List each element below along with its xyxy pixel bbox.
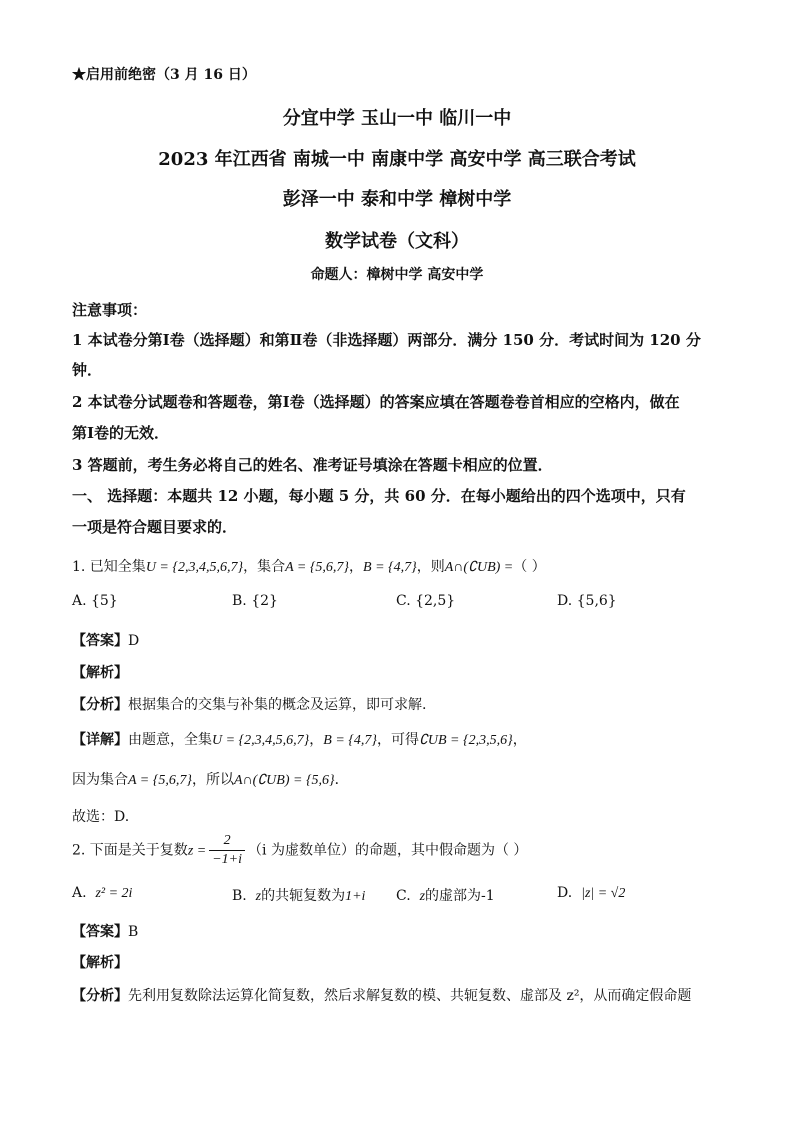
- q2-option-c-z: z: [419, 889, 426, 904]
- q1-xj1-set-b: B = {4,7}: [323, 733, 377, 748]
- q1-option-d: D. {5,6}: [557, 593, 617, 609]
- question-2-stem: [72, 832, 527, 869]
- q1-answer-value: D: [128, 633, 140, 649]
- note-2-line-1: 2 本试卷分试题卷和答题卷，第Ⅰ卷（选择题）的答案应填在答题卷卷首相应的空格内，做在: [72, 393, 680, 411]
- q2-option-d: [557, 885, 625, 902]
- q1-xj1-universal: U = {2,3,4,5,6,7}: [212, 733, 310, 748]
- q1-xj1-d: ，: [512, 732, 527, 748]
- q2-fenxi-text: 先利用复数除法运算化简复数，然后求解复数的模、共轭复数、虚部及 z²，从而确定假命题: [128, 988, 692, 1004]
- q2-option-b-value: 1+i: [345, 889, 366, 904]
- q1-set-a: A = {5,6,7}: [285, 560, 350, 575]
- q1-xj2-result: A∩(∁UB) = {5,6}: [233, 773, 335, 788]
- q1-set-b: B = {4,7}: [363, 560, 417, 575]
- q1-xj2-c: ．: [334, 772, 349, 788]
- q2-option-b-text: 的共轭复数为: [261, 888, 346, 904]
- q1-analysis-tag: 【解析】: [72, 665, 128, 681]
- q1-xj1-c: ，可得: [376, 732, 419, 748]
- q1-option-b: B. {2}: [232, 593, 278, 609]
- q2-fenxi-tag: 【分析】: [72, 988, 128, 1004]
- schools-line-3: 彭泽一中 泰和中学 樟树中学: [282, 189, 512, 210]
- q2-analysis-tag: 【解析】: [72, 955, 128, 971]
- q2-option-a-math: z² = 2i: [95, 886, 133, 901]
- q2-prefix: 2. 下面是关于复数: [72, 842, 188, 859]
- q1-xj1-a: 由题意，全集: [128, 732, 212, 748]
- q1-fenxi-text: 根据集合的交集与补集的概念及运算，即可求解.: [128, 697, 427, 713]
- notes-heading: 注意事项：: [72, 301, 148, 319]
- q2-option-b-z: z: [255, 889, 262, 904]
- q2-option-a: [72, 885, 132, 902]
- q1-xj1-b: ，: [309, 732, 324, 748]
- secret-label: ★启用前绝密（3 月 16 日）: [72, 67, 256, 83]
- q1-xj2-a: 因为集合: [72, 772, 128, 788]
- q2-numerator: 2: [209, 832, 245, 851]
- q2-fraction: [209, 832, 245, 869]
- q1-conclusion: 故选：D.: [72, 809, 130, 825]
- note-1-line-2: 钟．: [72, 361, 103, 379]
- q1-expression: A∩(∁UB) =: [444, 560, 514, 575]
- q2-option-d-math: |z| = √2: [581, 886, 626, 901]
- q2-fenxi: [72, 985, 691, 1005]
- q2-option-c-text: 的虚部为-1: [425, 888, 495, 904]
- q2-answer-tag: 【答案】: [72, 924, 128, 940]
- q1-fenxi-tag: 【分析】: [72, 697, 128, 713]
- q2-option-c-label: C.: [396, 888, 411, 904]
- q1-answer: [72, 630, 139, 650]
- q1-xiangjie-line-1: [72, 729, 527, 749]
- q2-option-c: [396, 885, 495, 905]
- q1-answer-paren: （ ）: [513, 559, 546, 575]
- q1-universal-set: U = {2,3,4,5,6,7}: [145, 560, 244, 575]
- section-1-line-2: 一项是符合题目要求的．: [72, 518, 238, 536]
- q1-option-c: C. {2,5}: [396, 593, 456, 609]
- schools-line-1: 分宜中学 玉山一中 临川一中: [282, 108, 512, 129]
- q1-xiangjie-tag: 【详解】: [72, 732, 128, 748]
- q1-sep: ，: [349, 559, 364, 575]
- q1-xiangjie-line-2: [72, 769, 349, 789]
- q1-xj2-b: ，所以: [191, 772, 234, 788]
- q2-option-b: [232, 885, 365, 905]
- q1-mid-2: ，则: [416, 559, 445, 575]
- q2-denominator: −1+i: [212, 852, 243, 867]
- q1-option-a: A. {5}: [72, 593, 118, 609]
- q2-answer: [72, 921, 138, 941]
- q1-xj2-set-a: A = {5,6,7}: [128, 773, 192, 788]
- q2-suffix: （i 为虚数单位）的命题，其中假命题为（ ）: [248, 842, 528, 859]
- exam-title: 2023 年江西省 南城一中 南康中学 高安中学 高三联合考试: [158, 149, 636, 170]
- section-1-line-1: 一、 选择题：本题共 12 小题，每小题 5 分，共 60 分．在每小题给出的四个选项中，只有: [72, 487, 686, 505]
- question-1-stem: [72, 556, 546, 576]
- q1-prefix: 1. 已知全集: [72, 559, 146, 575]
- q1-xj1-complement: ∁UB = {2,3,5,6}: [418, 733, 513, 748]
- note-2-line-2: 第Ⅰ卷的无效．: [72, 424, 170, 442]
- q1-mid-1: ，集合: [243, 559, 286, 575]
- q2-answer-value: B: [128, 924, 139, 940]
- authors: 命题人：樟树中学 高安中学: [310, 267, 484, 283]
- q2-option-b-label: B.: [232, 888, 247, 904]
- note-1-line-1: 1 本试卷分第Ⅰ卷（选择题）和第Ⅱ卷（非选择题）两部分．满分 150 分．考试时间为 120 分: [72, 331, 701, 349]
- q2-option-d-label: D.: [557, 885, 573, 901]
- q2-z-eq: z =: [187, 843, 207, 859]
- q1-answer-tag: 【答案】: [72, 633, 128, 649]
- note-3: 3 答题前，考生务必将自己的姓名、准考证号填涂在答题卡相应的位置．: [72, 456, 553, 474]
- q2-option-a-label: A.: [72, 885, 87, 901]
- subject-title: 数学试卷（文科）: [325, 231, 469, 252]
- q1-fenxi: [72, 694, 426, 714]
